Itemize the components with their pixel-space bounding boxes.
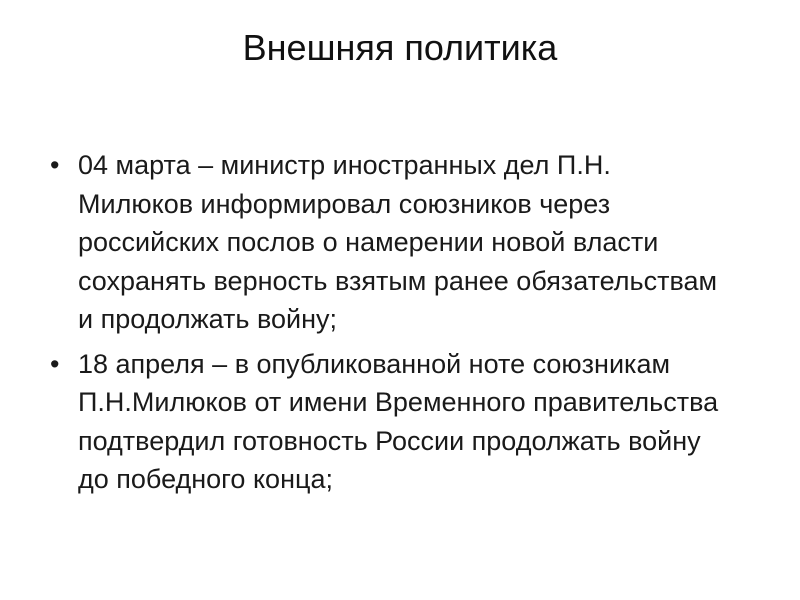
bullet-dot-icon: • — [50, 150, 60, 180]
bullet-text: 18 апреля – в опубликованной ноте союзникам П.Н.Милюков от имени Временного правительства подтвердил готовность России продолжать войну до победного конца; — [78, 348, 719, 494]
bullet-list — [50, 146, 730, 505]
slide-title: Внешняя политика — [242, 27, 558, 68]
bullet-item — [50, 345, 730, 499]
bullet-text: 04 марта – министр иностранных дел П.Н. Милюков информировал союзников через российских послов о намерении новой власти сохранять верность взятым ранее обязательствам и продолжать войну; — [78, 150, 718, 334]
bullet-item — [50, 146, 730, 339]
bullet-dot-icon: • — [50, 348, 60, 379]
